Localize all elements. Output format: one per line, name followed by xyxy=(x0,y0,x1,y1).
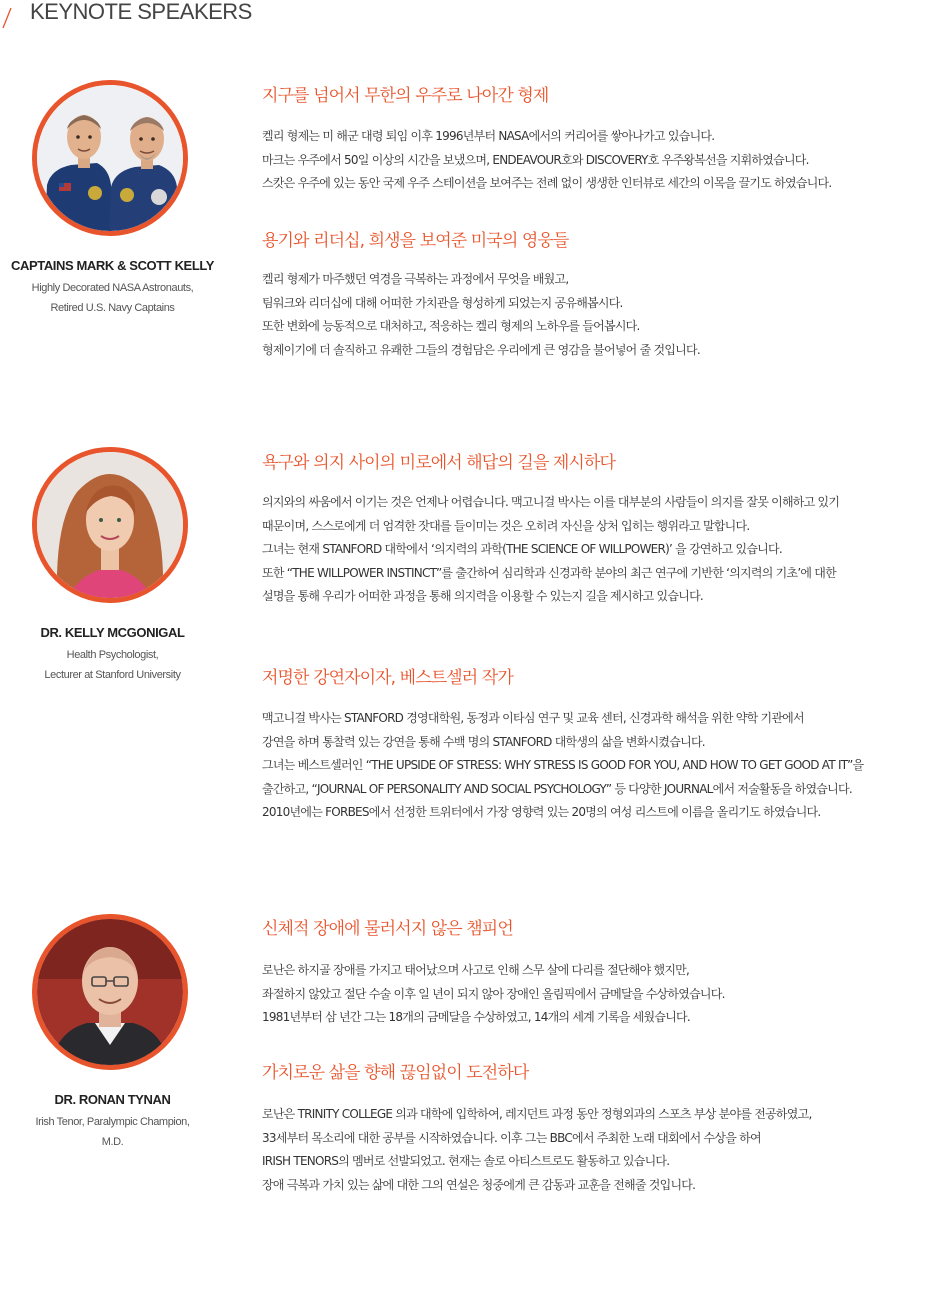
paragraph-line: 켈리 형제는 미 해군 대령 퇴임 이후 1996년부터 NASA에서의 커리어를 쌓아나가고 있습니다. xyxy=(262,129,715,143)
speaker-photo xyxy=(32,447,188,603)
speaker-role xyxy=(0,645,225,685)
section-headline: 용기와 리더십, 희생을 보여준 미국의 영웅들 xyxy=(262,231,569,251)
paragraph-line: 좌절하지 않았고 절단 수술 이후 일 년이 되지 않아 장애인 올림픽에서 금메달을 수상하였습니다. xyxy=(262,986,725,1001)
section-headline: 가치로운 삶을 향해 끊임없이 도전하다 xyxy=(262,1063,529,1083)
section-paragraph xyxy=(262,959,725,1030)
paragraph-line: 의지와의 싸움에서 이기는 것은 언제나 어렵습니다. 맥고니걸 박사는 이를 대부분의 사람들이 의지를 잘못 이해하고 있기 xyxy=(262,495,840,509)
speaker-role xyxy=(0,278,225,318)
section-headline: 욕구와 의지 사이의 미로에서 해답의 길을 제시하다 xyxy=(262,453,615,473)
speaker-role-line: Highly Decorated NASA Astronauts, xyxy=(31,282,194,294)
paragraph-line: IRISH TENORS의 멤버로 선발되었고. 현재는 솔로 아티스트로도 활동하고 있습니다. xyxy=(262,1154,670,1168)
paragraph-line: 장애 극복과 가치 있는 삶에 대한 그의 연설은 청중에게 큰 감동과 교훈을 전해줄 것입니다. xyxy=(262,1177,696,1192)
woman-portrait-icon xyxy=(37,452,183,598)
paragraph-line: 켈리 형제가 마주했던 역경을 극복하는 과정에서 무엇을 배웠고, xyxy=(262,272,569,286)
speaker-name: CAPTAINS MARK & SCOTT KELLY xyxy=(11,258,214,273)
paragraph-line: 또한 변화에 능동적으로 대처하고, 적응하는 켈리 형제의 노하우를 들어봅시다. xyxy=(262,319,640,333)
speaker-role-line: Lecturer at Stanford University xyxy=(44,669,181,681)
paragraph-line: 1981년부터 삼 년간 그는 18개의 금메달을 수상하였고, 14개의 세계 기록을 세웠습니다. xyxy=(262,1010,690,1024)
speaker-role xyxy=(0,1112,225,1152)
speaker-role-line: M.D. xyxy=(101,1136,124,1148)
section-headline: 지구를 넘어서 무한의 우주로 나아간 형제 xyxy=(262,86,549,106)
section-headline: 저명한 강연자이자, 베스트셀러 작가 xyxy=(262,668,513,688)
slash-icon xyxy=(0,6,14,30)
paragraph-line: 로난은 TRINITY COLLEGE 의과 대학에 입학하여, 레지던트 과정 동안 정형외과의 스포츠 부상 분야를 전공하였고, xyxy=(262,1107,812,1121)
paragraph-line: 그녀는 현재 STANFORD 대학에서 ‘의지력의 과학(THE SCIENCE OF WILLPOWER)’ 을 강연하고 있습니다. xyxy=(262,542,782,556)
section-paragraph xyxy=(262,268,700,362)
paragraph-line: 또한 “THE WILLPOWER INSTINCT”를 출간하여 심리학과 신경과학 분야의 최근 연구에 기반한 ‘의지력의 기초’에 대한 xyxy=(262,565,836,580)
speaker-role-line: Health Psychologist, xyxy=(66,649,159,661)
paragraph-line: 설명을 통해 우리가 어떠한 과정을 통해 의지력을 이용할 수 있는지 길을 제시하고 있습니다. xyxy=(262,589,703,603)
paragraph-line: 형제이기에 더 솔직하고 유쾌한 그들의 경험담은 우리에게 큰 영감을 불어넣어 줄 것입니다. xyxy=(262,342,700,357)
speaker-photo xyxy=(32,80,188,236)
section-paragraph xyxy=(262,1103,812,1197)
paragraph-line: 팀워크와 리더십에 대해 어떠한 가치관을 형성하게 되었는지 공유해봅시다. xyxy=(262,295,623,310)
page-title: KEYNOTE SPEAKERS xyxy=(30,0,252,24)
section-headline: 신체적 장애에 물러서지 않은 챔피언 xyxy=(262,919,513,939)
paragraph-line: 33세부터 목소리에 대한 공부를 시작하였습니다. 이후 그는 BBC에서 주최한 노래 대회에서 수상을 하여 xyxy=(262,1130,761,1145)
speaker-photo xyxy=(32,914,188,1070)
speaker-role-line: Retired U.S. Navy Captains xyxy=(50,302,175,314)
paragraph-line: 출간하고, “JOURNAL OF PERSONALITY AND SOCIAL PSYCHOLOGY” 등 다양한 JOURNAL에서 저술활동을 하였습니다. xyxy=(262,781,852,796)
speaker-name: DR. RONAN TYNAN xyxy=(54,1092,171,1107)
paragraph-line: 스캇은 우주에 있는 동안 국제 우주 스테이션을 보여주는 전례 없이 생생한 인터뷰로 세간의 이목을 끌기도 하였습니다. xyxy=(262,176,832,190)
speaker-role-line: Irish Tenor, Paralympic Champion, xyxy=(35,1116,190,1128)
paragraph-line: 맥고니걸 박사는 STANFORD 경영대학원, 동정과 이타심 연구 및 교육 센터, 신경과학 해석을 위한 약학 기관에서 xyxy=(262,711,804,725)
paragraph-line: 2010년에는 FORBES에서 선정한 트위터에서 가장 영향력 있는 20명의 여성 리스트에 이름을 올리기도 하였습니다. xyxy=(262,805,821,819)
section-paragraph xyxy=(262,491,839,609)
paragraph-line: 그녀는 베스트셀러인 “THE UPSIDE OF STRESS: WHY STRESS IS GOOD FOR YOU, AND HOW TO GET GOOD AT IT”을 xyxy=(262,758,864,772)
section-paragraph xyxy=(262,707,863,825)
speaker-name: DR. KELLY MCGONIGAL xyxy=(40,625,185,640)
paragraph-line: 로난은 하지골 장애를 가지고 태어났으며 사고로 인해 스무 살에 다리를 절단해야 했지만, xyxy=(262,963,690,977)
paragraph-line: 강연을 하며 통찰력 있는 강연을 통해 수백 명의 STANFORD 대학생의 삶을 변화시켰습니다. xyxy=(262,734,705,749)
paragraph-line: 때문이며, 스스로에게 더 엄격한 잣대를 들이미는 것은 오히려 자신을 상처 입히는 행위라고 말합니다. xyxy=(262,518,750,533)
man-portrait-icon xyxy=(37,919,183,1065)
section-paragraph xyxy=(262,125,831,196)
paragraph-line: 마크는 우주에서 50일 이상의 시간을 보냈으며, ENDEAVOUR호와 DISCOVERY호 우주왕복선을 지휘하였습니다. xyxy=(262,152,809,167)
page-header xyxy=(0,0,952,30)
astronauts-portrait-icon xyxy=(37,85,183,231)
